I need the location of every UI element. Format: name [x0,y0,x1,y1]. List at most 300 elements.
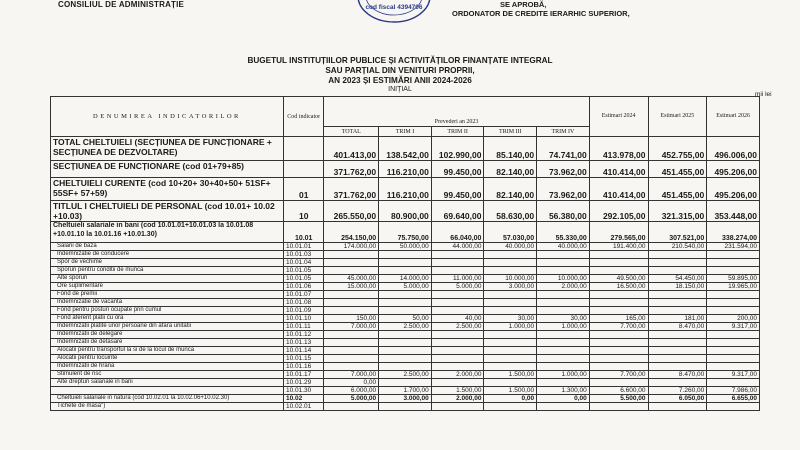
value-total [324,299,379,307]
value-t4 [537,291,590,299]
value-t4 [537,267,590,275]
indicator-code: 10.01.15 [283,355,324,363]
value-t4: 74.741,00 [537,137,590,161]
value-e25 [648,251,707,259]
value-t1: 75.750,00 [379,222,432,243]
value-e26: 495.206,00 [707,161,760,178]
value-t2 [431,339,484,347]
indicator-code: 10.01.05 [283,267,324,275]
value-t3: 82.140,00 [484,161,537,178]
value-t2 [431,307,484,315]
value-t4: 73.962,00 [537,161,590,178]
value-e25: 54.450,00 [648,275,707,283]
value-total [324,259,379,267]
indicator-name: Indemnizatii de delegare [51,331,284,339]
indicator-code: 10 [283,201,324,222]
value-t2 [431,379,484,387]
value-t2 [431,299,484,307]
indicator-name [51,387,284,395]
summary-row [51,222,760,243]
value-t2: 99.450,00 [431,161,484,178]
value-total [324,307,379,315]
value-t2: 2.000,00 [431,395,484,403]
value-e26: 19.965,00 [707,283,760,291]
indicator-code: 10.01.29 [283,379,324,387]
indicator-code: 10.01.30 [283,387,324,395]
value-e24: 191.400,00 [589,243,648,251]
value-e24 [589,267,648,275]
table-row [51,371,760,379]
value-t1: 116.210,00 [379,161,432,178]
value-t2 [431,355,484,363]
value-t1 [379,331,432,339]
value-t1: 50,00 [379,315,432,323]
indicator-code: 10.01.08 [283,299,324,307]
value-total: 371.762,00 [324,161,379,178]
value-total [324,251,379,259]
value-e26: 231.594,00 [707,243,760,251]
value-t3: 0,00 [484,395,537,403]
value-t3 [484,267,537,275]
value-e26: 200,00 [707,315,760,323]
table-row [51,395,760,403]
value-e24: 49.500,00 [589,275,648,283]
value-t4 [537,363,590,371]
indicator-name: Cheltuieli salariale in natura (cod 10.02.01 la 10.02.06+10.02.30) [51,395,284,403]
value-t3 [484,331,537,339]
value-t2 [431,251,484,259]
value-e25: 451.455,00 [648,178,707,201]
table-row [51,347,760,355]
col-denumire: DENUMIREA INDICATORILOR [51,97,284,137]
value-total [324,291,379,299]
col-trim3: TRIM III [484,127,537,137]
value-t4 [537,331,590,339]
value-t3: 1.500,00 [484,371,537,379]
indicator-code [283,137,324,161]
value-total [324,403,379,411]
title-line-1: BUGETUL INSTITUȚIILOR PUBLICE ȘI ACTIVITĂȚILOR FINANȚATE INTEGRAL [247,56,553,65]
indicator-name: Fond de premii [51,291,284,299]
value-total [324,339,379,347]
value-t4 [537,355,590,363]
value-e25 [648,307,707,315]
indicator-name: SECȚIUNEA DE FUNCȚIONARE (cod 01+79+85) [51,161,284,178]
indicator-code: 10.01.01 [283,243,324,251]
value-t3: 85.140,00 [484,137,537,161]
value-e24 [589,307,648,315]
indicator-name: Indemnizatie de vacanta [51,299,284,307]
value-t4 [537,307,590,315]
indicator-code: 10.01.03 [283,251,324,259]
indicator-name: Ore suplimentare [51,283,284,291]
value-e26: 353.448,00 [707,201,760,222]
value-e25 [648,379,707,387]
value-t4: 1.000,00 [537,371,590,379]
indicator-name: Sporuri pentru conditii de munca [51,267,284,275]
value-e26 [707,259,760,267]
value-e25 [648,403,707,411]
value-e26: 6.655,00 [707,395,760,403]
approval-line-2: ORDONATOR DE CREDITE IERARHIC SUPERIOR, [452,8,630,18]
value-t4: 1.000,00 [537,323,590,331]
value-e25: 6.050,00 [648,395,707,403]
value-t3 [484,355,537,363]
value-t3: 1.000,00 [484,323,537,331]
value-e26 [707,299,760,307]
value-e24: 7.700,00 [589,371,648,379]
value-total: 371.762,00 [324,178,379,201]
value-t1 [379,307,432,315]
indicator-code [283,161,324,178]
value-e24: 16.500,00 [589,283,648,291]
value-e25: 8.470,00 [648,323,707,331]
value-e25 [648,363,707,371]
value-e26: 496.006,00 [707,137,760,161]
value-e24: 410.414,00 [589,178,648,201]
indicator-code: 10.01.10 [283,315,324,323]
value-e25 [648,259,707,267]
value-e24 [589,259,648,267]
indicator-name: Alocatii pentru transportul la si de la locul de munca [51,347,284,355]
value-t3 [484,379,537,387]
table-row [51,267,760,275]
value-t1: 14.000,00 [379,275,432,283]
value-e24: 7.700,00 [589,323,648,331]
table-row [51,283,760,291]
indicator-name: Alte drepturi salariale in bani [51,379,284,387]
value-t3 [484,299,537,307]
value-t1: 2.500,00 [379,371,432,379]
value-e24: 413.978,00 [589,137,648,161]
table-row [51,251,760,259]
value-e24 [589,379,648,387]
title-line-4: INIȚIAL [388,86,412,93]
indicator-code: 10.01.17 [283,371,324,379]
indicator-name: CHELTUIELI CURENTE (cod 10+20+ 30+40+50+ 51SF+ 55SF+ 57+59) [51,178,284,201]
value-t4: 73.962,00 [537,178,590,201]
title-line-3: AN 2023 ȘI ESTIMĂRI ANII 2024-2026 [328,76,472,85]
value-e26: 7.986,00 [707,387,760,395]
table-row [51,323,760,331]
value-total: 7.000,00 [324,371,379,379]
value-e26 [707,251,760,259]
table-row [51,307,760,315]
value-t2: 99.450,00 [431,178,484,201]
value-t4: 56.380,00 [537,201,590,222]
indicator-code: 10.01.11 [283,323,324,331]
indicator-name: Fond pentru posturi ocupate prin cumul [51,307,284,315]
value-t3 [484,339,537,347]
indicator-code: 10.01.04 [283,259,324,267]
value-t2: 66.040,00 [431,222,484,243]
value-e24: 165,00 [589,315,648,323]
value-t3 [484,291,537,299]
table-row [51,355,760,363]
indicator-code: 01 [283,178,324,201]
col-trim4: TRIM IV [537,127,590,137]
value-t2: 11.000,00 [431,275,484,283]
value-total: 150,00 [324,315,379,323]
value-total: 15.000,00 [324,283,379,291]
value-total: 401.413,00 [324,137,379,161]
value-e26: 338.274,00 [707,222,760,243]
value-e25: 451.455,00 [648,161,707,178]
value-total [324,355,379,363]
col-trim1: TRIM I [379,127,432,137]
value-t2 [431,347,484,355]
summary-row [51,137,760,161]
value-e26 [707,379,760,387]
indicator-name: Salarii de baza [51,243,284,251]
value-t1 [379,355,432,363]
indicator-code: 10.01.09 [283,307,324,315]
value-e24: 6.600,00 [589,387,648,395]
value-t1 [379,363,432,371]
value-total [324,331,379,339]
stamp-text: cod fiscal 4394706 [365,4,423,11]
value-e25 [648,331,707,339]
value-total: 254.150,00 [324,222,379,243]
col-est-2026: Estimari 2026 [707,97,760,137]
value-total: 0,00 [324,379,379,387]
value-t4 [537,339,590,347]
value-t1: 2.500,00 [379,323,432,331]
value-total: 174.000,00 [324,243,379,251]
value-t3: 58.630,00 [484,201,537,222]
value-t4: 1.300,00 [537,387,590,395]
summary-row [51,178,760,201]
value-t3: 57.030,00 [484,222,537,243]
value-e24 [589,347,648,355]
value-t2: 69.640,00 [431,201,484,222]
value-e24 [589,291,648,299]
indicator-name: Cheltuieli salariale in bani (cod 10.01.01+10.01.03 la 10.01.08 +10.01.10 la 10.01.16 +10.01.30) [51,222,284,243]
value-t3 [484,259,537,267]
value-t3: 40.000,00 [484,243,537,251]
value-t1: 50.000,00 [379,243,432,251]
value-e25: 321.315,00 [648,201,707,222]
value-e25: 181,00 [648,315,707,323]
document-title [200,56,600,94]
table-row [51,291,760,299]
value-total: 265.550,00 [324,201,379,222]
unit-label: mii lei [755,91,772,98]
col-total: TOTAL [324,127,379,137]
value-t1: 138.542,00 [379,137,432,161]
value-total [324,347,379,355]
indicator-code: 10.01.07 [283,291,324,299]
value-e25: 210.540,00 [648,243,707,251]
value-t3 [484,251,537,259]
table-row [51,339,760,347]
table-row [51,403,760,411]
value-e26: 9.317,00 [707,371,760,379]
indicator-name: Indemnizatie de conducere [51,251,284,259]
value-e26 [707,339,760,347]
table-row [51,259,760,267]
indicator-name: TITLUL I CHELTUIELI DE PERSONAL (cod 10.01+ 10.02 +10.03) [51,201,284,222]
value-total: 45.000,00 [324,275,379,283]
value-t3 [484,403,537,411]
value-e24: 5.500,00 [589,395,648,403]
value-total [324,363,379,371]
indicator-name: Spor de vechime [51,259,284,267]
value-t3: 10.000,00 [484,275,537,283]
value-e26 [707,355,760,363]
value-e24 [589,339,648,347]
indicator-name: Stimulent de risc [51,371,284,379]
value-e25: 307.521,00 [648,222,707,243]
value-e26 [707,331,760,339]
value-t4 [537,403,590,411]
table-row [51,315,760,323]
value-e24 [589,363,648,371]
col-est-2025: Estimari 2025 [648,97,707,137]
indicator-code: 10.01.12 [283,331,324,339]
value-e24 [589,251,648,259]
value-e24: 410.414,00 [589,161,648,178]
value-e25 [648,299,707,307]
value-t4: 10.000,00 [537,275,590,283]
value-e25: 7.260,00 [648,387,707,395]
value-e24 [589,331,648,339]
value-t1: 1.700,00 [379,387,432,395]
summary-row [51,201,760,222]
indicator-code: 10.01.05 [283,275,324,283]
value-total: 5.000,00 [324,395,379,403]
col-trim2: TRIM II [431,127,484,137]
value-t1 [379,267,432,275]
value-t1 [379,251,432,259]
value-t1 [379,339,432,347]
value-t2: 102.990,00 [431,137,484,161]
col-prevederi: Prevederi an 2023 [324,119,589,127]
value-e25 [648,355,707,363]
value-t2 [431,403,484,411]
value-t3 [484,363,537,371]
value-total: 6.000,00 [324,387,379,395]
indicator-name: TOTAL CHELTUIELI (SECȚIUNEA DE FUNCȚIONARE + SECȚIUNEA DE DEZVOLTARE) [51,137,284,161]
indicator-name: Indemnizatii de detasare [51,339,284,347]
indicator-name: Alte sporuri [51,275,284,283]
col-est-2024: Estimari 2024 [589,97,648,137]
value-t4 [537,251,590,259]
value-t1: 80.900,00 [379,201,432,222]
value-e26 [707,403,760,411]
value-t2 [431,267,484,275]
col-cod: Cod indicator [283,97,324,137]
value-t4 [537,379,590,387]
approval-line-1: SE APROBĂ, [500,0,547,9]
summary-row [51,161,760,178]
value-total: 7.000,00 [324,323,379,331]
value-t1 [379,299,432,307]
value-t2 [431,331,484,339]
value-t3: 30,00 [484,315,537,323]
value-e24: 292.105,00 [589,201,648,222]
value-t4: 30,00 [537,315,590,323]
indicator-code: 10.02 [283,395,324,403]
value-e26 [707,291,760,299]
value-e25: 8.470,00 [648,371,707,379]
value-t3: 3.000,00 [484,283,537,291]
value-e25 [648,347,707,355]
table-row [51,387,760,395]
indicator-code: 10.02.01 [283,403,324,411]
value-e25 [648,267,707,275]
value-e25 [648,291,707,299]
official-stamp-icon [355,0,433,26]
value-e26 [707,267,760,275]
approval-block [452,1,630,18]
value-t4: 2.000,00 [537,283,590,291]
value-t4 [537,259,590,267]
value-t2 [431,291,484,299]
value-t1 [379,259,432,267]
table-row [51,363,760,371]
value-e24: 279.565,00 [589,222,648,243]
value-e24 [589,355,648,363]
value-t3: 1.500,00 [484,387,537,395]
value-t1: 3.000,00 [379,395,432,403]
value-t2: 5.000,00 [431,283,484,291]
indicator-code: 10.01.06 [283,283,324,291]
table-row [51,331,760,339]
value-e25: 452.755,00 [648,137,707,161]
value-t1: 116.210,00 [379,178,432,201]
value-t4: 55.330,00 [537,222,590,243]
value-e24 [589,299,648,307]
value-t2 [431,363,484,371]
value-e26 [707,307,760,315]
value-t1 [379,403,432,411]
value-e26: 59.895,00 [707,275,760,283]
value-e25 [648,339,707,347]
value-t4: 0,00 [537,395,590,403]
value-e26: 495.206,00 [707,178,760,201]
value-t3 [484,307,537,315]
indicator-code: 10.01.13 [283,339,324,347]
indicator-name: Fond aferent platii cu ora [51,315,284,323]
value-t1 [379,291,432,299]
value-e24 [589,403,648,411]
indicator-name: Alocatii pentru locuinte [51,355,284,363]
indicator-code: 10.01.16 [283,363,324,371]
value-t2 [431,259,484,267]
value-e26 [707,347,760,355]
value-e26: 9.317,00 [707,323,760,331]
value-t1: 5.000,00 [379,283,432,291]
value-t2: 40,00 [431,315,484,323]
value-t3: 82.140,00 [484,178,537,201]
value-t4 [537,347,590,355]
value-t3 [484,347,537,355]
value-t4 [537,299,590,307]
value-e25: 18.150,00 [648,283,707,291]
indicator-name: Indemnizatii platite unor persoane din afara unitatii [51,323,284,331]
value-t2: 44.000,00 [431,243,484,251]
budget-table [50,96,760,411]
value-t2: 2.500,00 [431,323,484,331]
indicator-code: 10.01.14 [283,347,324,355]
council-label: CONSILIUL DE ADMINISTRAȚIE [58,0,185,9]
value-t1 [379,379,432,387]
title-line-2: SAU PARȚIAL DIN VENITURI PROPRII, [325,66,475,75]
value-t2: 2.000,00 [431,371,484,379]
value-e26 [707,363,760,371]
indicator-code: 10.01 [283,222,324,243]
